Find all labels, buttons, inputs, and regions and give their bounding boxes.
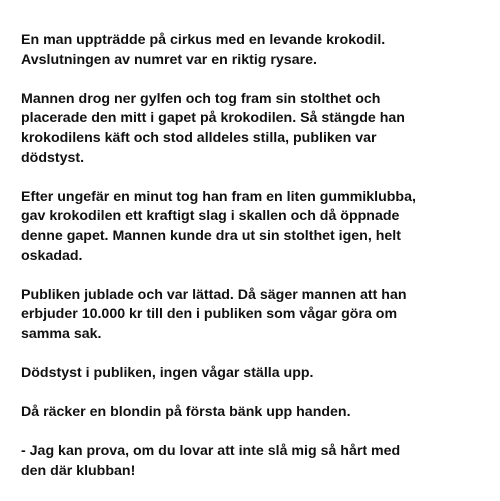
text-line: erbjuder 10.000 kr till den i publiken som vågar göra om xyxy=(21,306,398,323)
text-line: denne gapet. Mannen kunde dra ut sin stolthet igen, helt xyxy=(21,227,401,244)
paragraph-4 xyxy=(21,286,486,345)
text-line: Mannen drog ner gylfen och tog fram sin stolthet och xyxy=(21,90,381,107)
paragraph-6 xyxy=(21,403,486,423)
text-line: oskadad. xyxy=(21,247,83,264)
paragraph-5 xyxy=(21,364,486,384)
text-line: krokodilens käft och stod alldeles stilla, publiken var xyxy=(21,129,377,146)
text-line: den där klubban! xyxy=(21,463,136,480)
paragraph-1 xyxy=(21,31,486,70)
text-line: gav krokodilen ett kraftigt slag i skallen och då öppnade xyxy=(21,208,400,225)
text-line: Publiken jublade och var lättad. Då säger mannen att han xyxy=(21,286,407,303)
text-line: placerade den mitt i gapet på krokodilen. Så stängde han xyxy=(21,110,405,127)
paragraph-2 xyxy=(21,90,486,168)
paragraph-3 xyxy=(21,188,486,266)
text-line: samma sak. xyxy=(21,325,102,342)
text-line: Efter ungefär en minut tog han fram en liten gummiklubba, xyxy=(21,188,416,205)
text-line: Avslutningen av numret var en riktig rysare. xyxy=(21,51,317,68)
text-line: - Jag kan prova, om du lovar att inte slå mig så hårt med xyxy=(21,443,401,460)
text-line: En man uppträdde på cirkus med en levande krokodil. xyxy=(21,32,386,48)
text-line: Dödstyst i publiken, ingen vågar ställa upp. xyxy=(21,365,314,382)
text-line: Då räcker en blondin på första bänk upp handen. xyxy=(21,404,351,421)
paragraph-7 xyxy=(21,442,486,481)
text-line: dödstyst. xyxy=(21,149,85,166)
joke-text xyxy=(21,31,486,501)
